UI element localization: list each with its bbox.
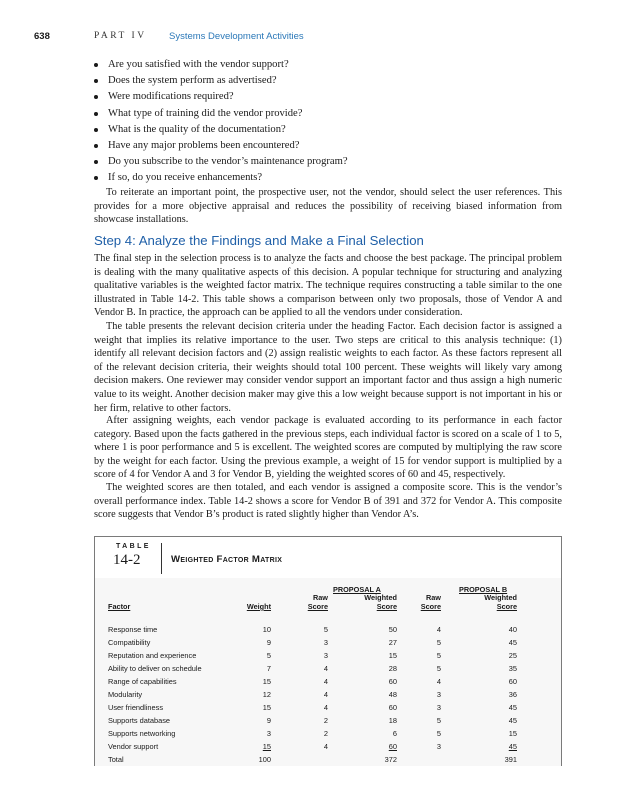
paragraph-step4-4: The weighted scores are then totaled, and each vendor is assigned a composite score. This is the vendor’s overall performance index. Table 14-2 shows a score for Vendor B of 391 and 372 for Vendor A. This composite score suggests that Vendor B’s product is rated slightly higher than Vendor A’s.: [94, 482, 562, 521]
list-item: Does the system perform as advertised?: [94, 73, 348, 89]
table-row: Response time 10 5 50 4 40: [108, 625, 517, 634]
column-header-weighted-a: Weighted Score: [364, 593, 397, 611]
reference-questions-list: [94, 57, 348, 187]
table-title: Weighted Factor Matrix: [171, 554, 283, 565]
paragraph-step4-1: The final step in the selection process is to analyze the facts and choose the best package. The principal problem is dealing with the many qualitative aspects of this decision. A popular technique for structuring and analyzing qualitative variables is the weighted factor matrix. The technique requires constructing a table similar to the one illustrated in Table 14-2. This table shows a comparison between only two proposals, those of Vendor A and Vendor B. In practice, the approach can be applied to all the vendors under consideration.: [94, 253, 562, 319]
part-label: PART IV: [94, 31, 147, 41]
column-header-factor: Factor: [108, 602, 131, 611]
caption-divider: [161, 543, 162, 574]
table-row: Supports database 9 2 18 5 45: [108, 716, 517, 725]
list-item: Have any major problems been encountered?: [94, 138, 348, 154]
table-body: [95, 578, 561, 766]
table-label: TABLE: [116, 543, 151, 550]
group-header-proposal-b: PROPOSAL B: [459, 585, 508, 594]
table-caption: [95, 537, 561, 579]
column-header-weight: Weight: [246, 602, 271, 611]
table-row: User friendliness 15 4 60 3 45: [108, 703, 517, 712]
running-header: [34, 31, 614, 45]
table-row: Supports networking 3 2 6 5 15: [108, 729, 517, 738]
table-row: Compatibility 9 3 27 5 45: [108, 638, 517, 647]
table-row: Ability to deliver on schedule 7 4 28 5 35: [108, 664, 517, 673]
paragraph-step4-3: After assigning weights, each vendor package is evaluated according to its performance in each factor category. Based upon the facts gathered in the previous steps, each individual factor is scored on a scale of 1 to 5, where 1 is poor performance and 5 is excellent. The weighted scores are computed by multiplying the raw score by the weight for each factor. Using the previous example, a weight of 15 for vendor support is multiplied by a score of 4 for Vendor A and 3 for Vendor B, yielding the weighted scores of 60 and 45, respectively.: [94, 415, 562, 481]
list-item: What is the quality of the documentation?: [94, 122, 348, 138]
step4-heading: Step 4: Analyze the Findings and Make a Final Selection: [94, 233, 424, 248]
table-row: Reputation and experience 5 3 15 5 25: [108, 651, 517, 660]
page-number: 638: [34, 31, 50, 42]
table-total-row: Total 100 372 391: [108, 755, 517, 764]
table-row: Vendor support 15 4 60 3 45: [108, 742, 517, 751]
table-row: Range of capabilities 15 4 60 4 60: [108, 677, 517, 686]
list-item: Do you subscribe to the vendor’s maintenance program?: [94, 154, 348, 170]
column-header-weighted-b: Weighted Score: [484, 593, 517, 611]
table-row: Modularity 12 4 48 3 36: [108, 690, 517, 699]
list-item: Were modifications required?: [94, 89, 348, 105]
weighted-factor-table: [94, 536, 562, 766]
list-item: What type of training did the vendor provide?: [94, 106, 348, 122]
table-number: 14-2: [113, 552, 141, 568]
column-header-raw-a: Raw Score: [307, 593, 328, 611]
list-item: If so, do you receive enhancements?: [94, 170, 348, 186]
section-title: Systems Development Activities: [169, 31, 304, 42]
paragraph-step4-2: The table presents the relevant decision criteria under the heading Factor. Each decision factor is assigned a weight that implies its relative importance to the user. Two steps are critical to this analysis technique: (1) identify all relevant decision factors and (2) assign realistic weights to each factor. As these factors represent all of the relevant decision criteria, their weights should total 100 percent. These weights will likely vary among decision makers. One reviewer may consider vendor support an important factor and thus assign a high numeric value to its weight. Another decision maker may give this a low weight because support is not important in his or her firm, relative to other factors.: [94, 321, 562, 414]
paragraph-reiterate: To reiterate an important point, the prospective user, not the vendor, should select the user references. This provides for a more objective appraisal and reduces the possibility of receiving biased information from showcase installations.: [94, 187, 562, 226]
column-header-raw-b: Raw Score: [420, 593, 441, 611]
group-header-proposal-a: PROPOSAL A: [333, 585, 381, 594]
list-item: Are you satisfied with the vendor support?: [94, 57, 348, 73]
